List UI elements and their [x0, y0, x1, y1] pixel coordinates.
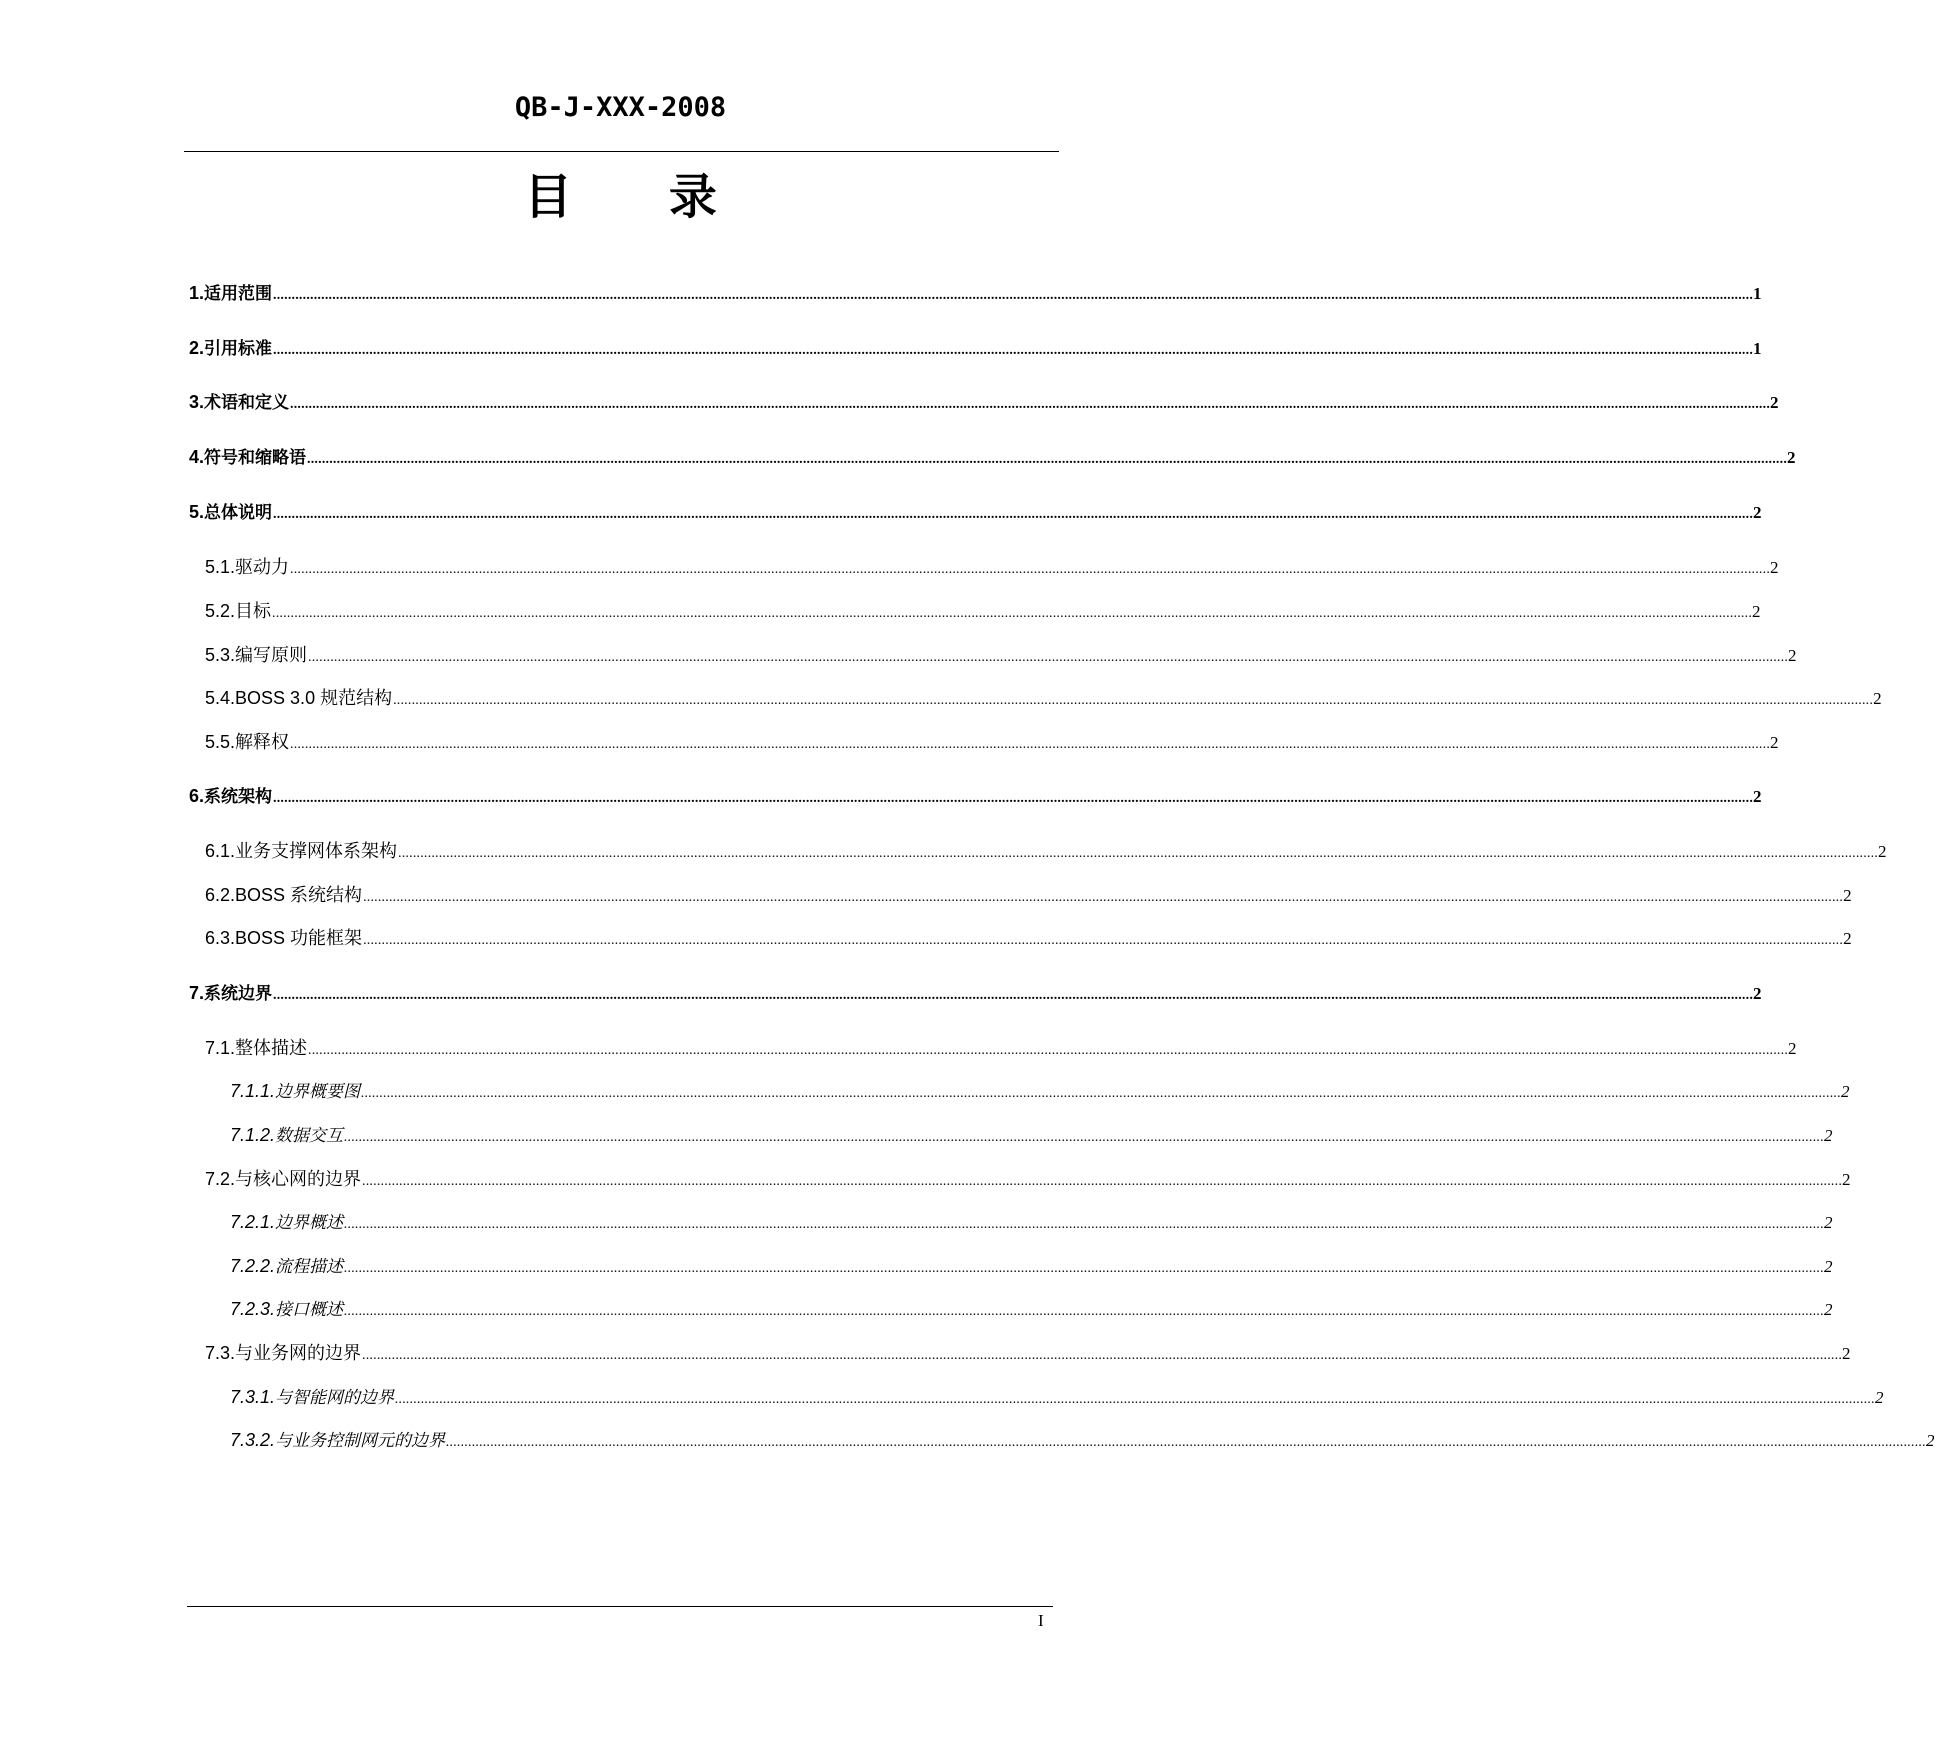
toc-entry-page: 2: [1770, 733, 1779, 752]
toc-entry-label: 整体描述: [235, 1038, 308, 1058]
toc-leader-dots: ................................................................................................................................................................................................................................................................................................................................................................................................................: [446, 1435, 1927, 1450]
document-code: QB-J-XXX-2008: [514, 92, 727, 123]
toc-leader-dots: ................................................................................................................................................................................................................................................................................................................................................................................................................: [290, 397, 1771, 412]
toc-leader-dots: ................................................................................................................................................................................................................................................................................................................................................................................................................: [344, 1261, 1825, 1276]
toc-leader-dots: ................................................................................................................................................................................................................................................................................................................................................................................................................: [344, 1130, 1825, 1145]
toc-entry-label: BOSS 系统结构: [235, 885, 363, 905]
toc-entry-number: 5.3.: [205, 645, 236, 665]
toc-entry-label: 系统架构: [204, 787, 273, 807]
toc-entry-number: 4.: [189, 447, 205, 467]
toc-entry-page: 2: [1753, 787, 1762, 806]
toc-entry-label: BOSS 3.0 规范结构: [235, 688, 393, 708]
toc-entry[interactable]: [189, 444, 1796, 470]
toc-leader-dots: ................................................................................................................................................................................................................................................................................................................................................................................................................: [273, 288, 1754, 303]
toc-entry[interactable]: [189, 499, 1762, 525]
toc-entry-label: 编写原则: [235, 645, 308, 665]
toc-entry[interactable]: [205, 925, 1852, 951]
toc-entry-number: 1.: [189, 283, 205, 303]
toc-entry-number: 5.4.: [205, 688, 236, 708]
toc-leader-dots: ................................................................................................................................................................................................................................................................................................................................................................................................................: [361, 1086, 1842, 1101]
toc-entry-number: 7.2.1.: [230, 1212, 276, 1232]
toc-entry-number: 7.2.: [205, 1169, 236, 1189]
toc-entry[interactable]: [205, 598, 1761, 624]
toc-entry-label: 边界概述: [275, 1213, 344, 1233]
toc-leader-dots: ................................................................................................................................................................................................................................................................................................................................................................................................................: [344, 1217, 1825, 1232]
toc-entry[interactable]: [205, 1340, 1851, 1366]
toc-entry-number: 7.1.2.: [230, 1125, 276, 1145]
toc-entry-number: 6.: [189, 786, 205, 806]
toc-leader-dots: ................................................................................................................................................................................................................................................................................................................................................................................................................: [308, 1043, 1789, 1058]
toc-entry-page: 2: [1753, 984, 1762, 1003]
toc-entry-page: 2: [1843, 886, 1852, 905]
toc-entry-label: 解释权: [235, 732, 290, 752]
toc-entry-page: 2: [1752, 602, 1761, 621]
toc-leader-dots: ................................................................................................................................................................................................................................................................................................................................................................................................................: [395, 1392, 1876, 1407]
toc-entry[interactable]: [189, 389, 1779, 415]
toc-entry-number: 2.: [189, 338, 205, 358]
toc-leader-dots: ................................................................................................................................................................................................................................................................................................................................................................................................................: [344, 1304, 1825, 1319]
toc-entry[interactable]: [230, 1384, 1884, 1410]
toc-entry-label: 系统边界: [204, 984, 273, 1004]
toc-entry-number: 5.: [189, 502, 205, 522]
toc-entry-number: 6.1.: [205, 841, 236, 861]
toc-leader-dots: ................................................................................................................................................................................................................................................................................................................................................................................................................: [362, 1174, 1843, 1189]
toc-entry-number: 5.1.: [205, 557, 236, 577]
toc-leader-dots: ................................................................................................................................................................................................................................................................................................................................................................................................................: [362, 1348, 1843, 1363]
toc-leader-dots: ................................................................................................................................................................................................................................................................................................................................................................................................................: [307, 452, 1788, 467]
toc-entry-label: 流程描述: [275, 1257, 344, 1277]
toc-entry-page: 2: [1873, 689, 1882, 708]
toc-entry[interactable]: [230, 1078, 1850, 1104]
toc-leader-dots: ................................................................................................................................................................................................................................................................................................................................................................................................................: [363, 890, 1844, 905]
toc-entry-page: 2: [1824, 1300, 1833, 1319]
toc-entry-label: 总体说明: [204, 503, 273, 523]
toc-entry[interactable]: [189, 783, 1762, 809]
toc-entry-label: 业务支撑网体系架构: [235, 841, 398, 861]
toc-entry[interactable]: [205, 838, 1887, 864]
toc-entry[interactable]: [189, 980, 1762, 1006]
toc-entry[interactable]: [189, 280, 1762, 306]
toc-entry-page: 2: [1824, 1257, 1833, 1276]
toc-leader-dots: ................................................................................................................................................................................................................................................................................................................................................................................................................: [363, 933, 1844, 948]
toc-entry[interactable]: [230, 1122, 1833, 1148]
toc-entry-number: 3.: [189, 392, 205, 412]
toc-leader-dots: ................................................................................................................................................................................................................................................................................................................................................................................................................: [273, 791, 1754, 806]
toc-entry-page: 2: [1787, 448, 1796, 467]
toc-leader-dots: ................................................................................................................................................................................................................................................................................................................................................................................................................: [290, 562, 1771, 577]
toc-title: 目 录: [524, 169, 757, 225]
toc-entry-page: 2: [1770, 393, 1779, 412]
toc-entry-number: 7.3.2.: [230, 1430, 276, 1450]
toc-entry-label: 术语和定义: [204, 393, 290, 413]
toc-entry[interactable]: [205, 685, 1882, 711]
toc-entry[interactable]: [230, 1427, 1935, 1453]
footer-divider: [187, 1606, 1053, 1607]
toc-entry-label: 符号和缩略语: [204, 448, 307, 468]
toc-entry-label: 与核心网的边界: [235, 1169, 362, 1189]
toc-entry-page: 2: [1753, 503, 1762, 522]
toc-entry[interactable]: [205, 1035, 1797, 1061]
toc-entry[interactable]: [205, 1166, 1851, 1192]
toc-entry[interactable]: [230, 1209, 1833, 1235]
toc-entry-page: 1: [1753, 339, 1762, 358]
toc-entry-number: 5.5.: [205, 732, 236, 752]
toc-entry-label: 接口概述: [275, 1300, 344, 1320]
toc-entry-page: 1: [1753, 284, 1762, 303]
toc-entry-label: 数据交互: [275, 1126, 344, 1146]
toc-entry-label: 与业务控制网元的边界: [275, 1431, 446, 1451]
toc-entry-number: 7.2.3.: [230, 1299, 276, 1319]
toc-entry[interactable]: [205, 882, 1852, 908]
toc-entry-page: 2: [1843, 929, 1852, 948]
toc-leader-dots: ................................................................................................................................................................................................................................................................................................................................................................................................................: [273, 988, 1754, 1003]
toc-entry-page: 2: [1788, 1039, 1797, 1058]
toc-entry-page: 2: [1878, 842, 1887, 861]
toc-leader-dots: ................................................................................................................................................................................................................................................................................................................................................................................................................: [393, 693, 1874, 708]
toc-entry-label: 边界概要图: [275, 1082, 361, 1102]
toc-entry-page: 2: [1824, 1126, 1833, 1145]
toc-entry[interactable]: [230, 1253, 1833, 1279]
toc-entry-page: 2: [1841, 1082, 1850, 1101]
toc-entry-page: 2: [1842, 1344, 1851, 1363]
toc-entry-page: 2: [1875, 1388, 1884, 1407]
toc-entry-page: 2: [1770, 558, 1779, 577]
toc-entry-page: 2: [1842, 1170, 1851, 1189]
toc-entry-number: 7.1.: [205, 1038, 236, 1058]
toc-entry-number: 6.3.: [205, 928, 236, 948]
toc-entry-number: 7.3.1.: [230, 1387, 276, 1407]
toc-entry-number: 7.3.: [205, 1343, 236, 1363]
toc-entry[interactable]: [189, 335, 1762, 361]
toc-entry-label: 驱动力: [235, 557, 290, 577]
toc-leader-dots: ................................................................................................................................................................................................................................................................................................................................................................................................................: [273, 343, 1754, 358]
toc-entry-page: 2: [1788, 646, 1797, 665]
toc-leader-dots: ................................................................................................................................................................................................................................................................................................................................................................................................................: [308, 650, 1789, 665]
toc-entry-label: 适用范围: [204, 284, 273, 304]
toc-leader-dots: ................................................................................................................................................................................................................................................................................................................................................................................................................: [398, 846, 1879, 861]
toc-entry[interactable]: [230, 1296, 1833, 1322]
toc-entry-label: 与业务网的边界: [235, 1343, 362, 1363]
toc-leader-dots: ................................................................................................................................................................................................................................................................................................................................................................................................................: [273, 507, 1754, 522]
toc-entry-label: BOSS 功能框架: [235, 928, 363, 948]
toc-entry-number: 7.2.2.: [230, 1256, 276, 1276]
toc-entry-number: 6.2.: [205, 885, 236, 905]
toc-entry-number: 7.1.1.: [230, 1081, 276, 1101]
toc-entry-page: 2: [1824, 1213, 1833, 1232]
toc-entry-label: 目标: [235, 601, 272, 621]
toc-entry-number: 7.: [189, 983, 205, 1003]
footer-page-number: I: [1038, 1611, 1044, 1630]
toc-leader-dots: ................................................................................................................................................................................................................................................................................................................................................................................................................: [272, 606, 1753, 621]
toc-entry-number: 5.2.: [205, 601, 236, 621]
toc-leader-dots: ................................................................................................................................................................................................................................................................................................................................................................................................................: [290, 737, 1771, 752]
toc-entry-page: 2: [1926, 1431, 1935, 1450]
toc-entry[interactable]: [205, 554, 1779, 580]
toc-entry[interactable]: [205, 729, 1779, 755]
toc-entry-label: 与智能网的边界: [275, 1388, 395, 1408]
toc-entry[interactable]: [205, 642, 1797, 668]
toc-entry-label: 引用标准: [204, 339, 273, 359]
